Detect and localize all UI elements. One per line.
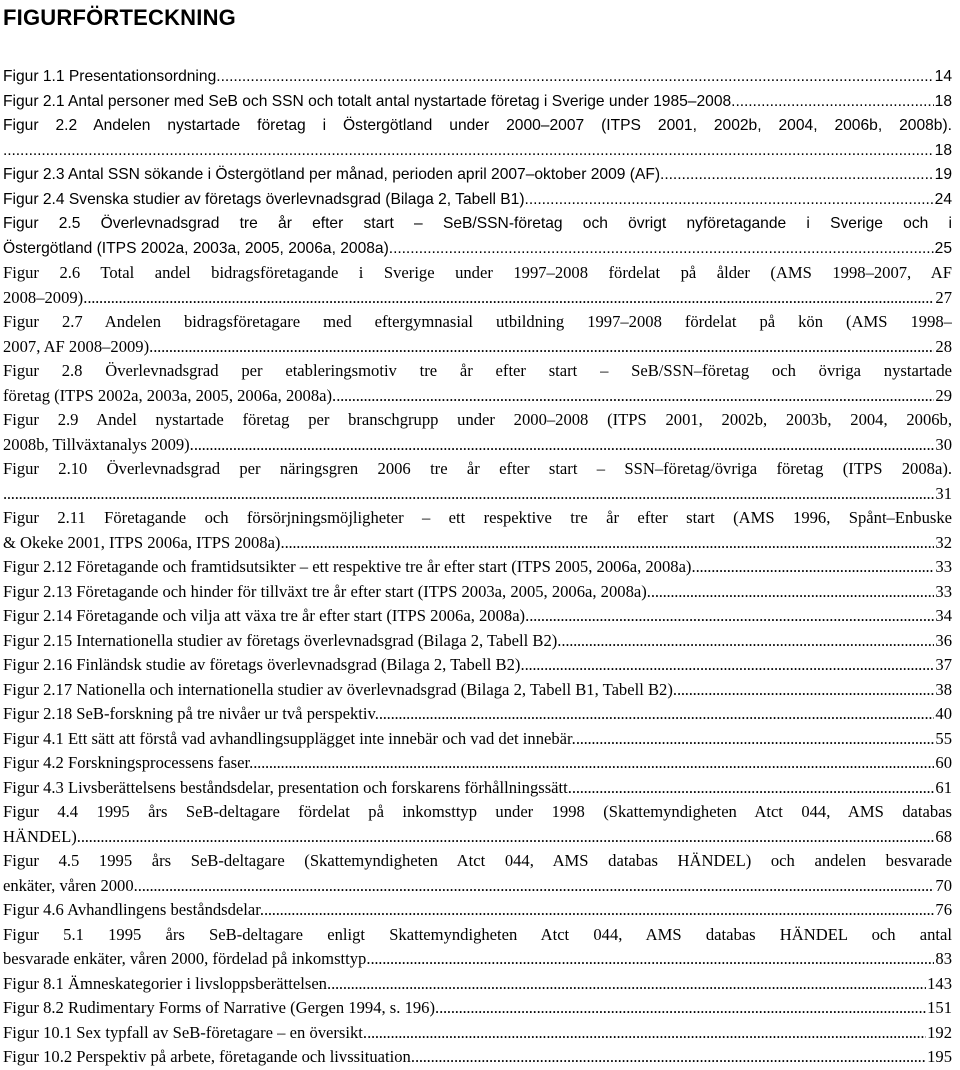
toc-entry[interactable] xyxy=(3,776,952,801)
dot-leader xyxy=(696,555,935,580)
toc-entry[interactable] xyxy=(3,751,952,776)
dot-leader xyxy=(264,898,934,923)
toc-entry-title-continuation: företag (ITPS 2002a, 2003a, 2005, 2006a, 2008a). xyxy=(3,385,337,405)
page-number: 60 xyxy=(935,753,952,772)
toc-entry-last-line xyxy=(3,139,952,164)
toc-entry[interactable] xyxy=(3,702,952,727)
toc-entry-title-line: Figur 4.5 1995 års SeB-deltagare (Skattemyndigheten Atct 044, AMS databas HÄNDEL) och andelen besvarade xyxy=(3,851,952,870)
toc-entry-last-line xyxy=(3,825,952,850)
toc-entry-title: Figur 2.4 Svenska studier av företags överlevnadsgrad (Bilaga 2, Tabell B1). xyxy=(3,190,529,208)
toc-entry-title: Figur 1.1 Presentationsordning. xyxy=(3,68,221,85)
toc-entry-title: Figur 4.6 Avhandlingens beståndsdelar. xyxy=(3,900,265,919)
toc-entry-title-line: Figur 2.7 Andelen bidragsföretagare med eftergymnasial utbildning 1997–2008 fördelat på kön (AMS 1998– xyxy=(3,312,952,331)
toc-entry-title: Figur 2.17 Nationella och internationella studier av överlevnadsgrad (Bilaga 2, Tabell B1, Tabell B2). xyxy=(3,679,678,699)
toc-entry-title-line: Figur 2.8 Överlevnadsgrad per etableringsmotiv tre år efter start – SeB/SSN–företag och övriga nystartade xyxy=(3,361,952,380)
toc-entry-title-continuation: 2008b, Tillväxtanalys 2009). xyxy=(3,434,194,454)
page-number: 61 xyxy=(935,777,952,797)
toc-entry-last-line xyxy=(3,531,952,556)
toc-entry-title-line: Figur 2.9 Andel nystartade företag per branschgrupp under 2000–2008 (ITPS 2001, 2002b, 2003b, 2004, 2006b, xyxy=(3,410,952,429)
page-number: 76 xyxy=(935,900,952,919)
toc-entry-title: Figur 2.18 SeB-forskning på tre nivåer ur två perspektiv. xyxy=(3,704,379,723)
page-number: 33 xyxy=(935,557,952,576)
dot-leader xyxy=(285,531,935,556)
dot-leader xyxy=(87,286,934,311)
toc-entry-title-line: Figur 2.2 Andelen nystartade företag i Östergötland under 2000–2007 (ITPS 2001, 2002b, 2004, 2006b, 2008b). xyxy=(3,117,952,134)
toc-entry[interactable] xyxy=(3,727,952,752)
dot-leader xyxy=(367,1021,926,1046)
dot-leader xyxy=(379,702,935,727)
toc-entry[interactable] xyxy=(3,800,952,849)
toc-entry-title: Figur 2.16 Finländsk studie av företags överlevnadsgrad (Bilaga 2, Tabell B2). xyxy=(3,655,525,674)
dot-leader xyxy=(253,751,934,776)
dot-leader xyxy=(336,384,934,409)
dot-leader xyxy=(529,604,934,629)
toc-entry[interactable] xyxy=(3,90,952,115)
toc-entry-title: Figur 4.1 Ett sätt att förstå vad avhandlingsupplägget inte innebär och vad det innebär. xyxy=(3,728,576,748)
page-number: 151 xyxy=(927,998,952,1017)
toc-entry-title-line: Figur 2.6 Total andel bidragsföretagande i Sverige under 1997–2008 fördelat på ålder (AMS 1998–2007, AF xyxy=(3,263,952,282)
toc-entry[interactable] xyxy=(3,163,952,188)
toc-entry-title: Figur 4.2 Forskningsprocessens faser. xyxy=(3,753,254,772)
page-number: 37 xyxy=(935,655,952,674)
toc-entry[interactable] xyxy=(3,604,952,629)
page-number: 25 xyxy=(934,239,952,257)
toc-entry[interactable] xyxy=(3,580,952,605)
page-number: 40 xyxy=(935,704,952,723)
toc-entry-title-continuation: & Okeke 2001, ITPS 2006a, ITPS 2008a). xyxy=(3,532,285,552)
toc-entry-last-line xyxy=(3,384,952,409)
toc-entry[interactable] xyxy=(3,310,952,359)
dot-leader xyxy=(81,825,935,850)
dot-leader xyxy=(221,65,934,90)
toc-entry[interactable] xyxy=(3,188,952,213)
toc-entry-title: Figur 2.14 Företagande och vilja att växa tre år efter start (ITPS 2006a, 2008a). xyxy=(3,606,530,625)
toc-entry[interactable] xyxy=(3,849,952,898)
page-number: 55 xyxy=(935,728,952,748)
dot-leader xyxy=(439,996,926,1021)
figure-list xyxy=(3,65,952,1070)
toc-entry-last-line xyxy=(3,237,952,262)
page-number: 38 xyxy=(935,679,952,699)
dot-leader xyxy=(415,1045,926,1070)
dot-leader xyxy=(664,163,933,188)
toc-entry[interactable] xyxy=(3,359,952,408)
dot-leader xyxy=(572,776,934,801)
page-number: 18 xyxy=(934,92,952,110)
toc-entry[interactable] xyxy=(3,261,952,310)
page-number: 24 xyxy=(934,190,952,208)
toc-entry[interactable] xyxy=(3,506,952,555)
toc-entry[interactable] xyxy=(3,555,952,580)
toc-entry-title-line: Figur 2.10 Överlevnadsgrad per näringsgren 2006 tre år efter start – SSN–företag/övriga företag (ITPS 2008a). xyxy=(3,459,952,478)
dot-leader xyxy=(371,947,935,972)
toc-entry-title: Figur 2.15 Internationella studier av företags överlevnadsgrad (Bilaga 2, Tabell B2). xyxy=(3,630,562,650)
page-number: 18 xyxy=(934,141,952,159)
page-title: FIGURFÖRTECKNING xyxy=(3,5,236,30)
toc-entry[interactable] xyxy=(3,678,952,703)
page-number: 83 xyxy=(935,949,952,968)
page-number: 27 xyxy=(935,287,952,307)
page-number: 68 xyxy=(935,826,952,846)
toc-entry-title: Figur 8.1 Ämneskategorier i livsloppsberättelsen. xyxy=(3,973,332,993)
dot-leader xyxy=(3,482,934,507)
page-number: 32 xyxy=(935,532,952,552)
toc-entry-last-line xyxy=(3,433,952,458)
dot-leader xyxy=(736,90,934,115)
toc-entry-title: Figur 2.3 Antal SSN sökande i Östergötland per månad, perioden april 2007–oktober 2009 (AF). xyxy=(3,166,665,183)
page-number: 33 xyxy=(935,581,952,601)
toc-entry-last-line xyxy=(3,947,952,972)
page-number: 143 xyxy=(927,973,952,993)
toc-entry-last-line xyxy=(3,335,952,360)
toc-entry-title: Figur 2.1 Antal personer med SeB och SSN och totalt antal nystartade företag i Sverige under 1985–2008. xyxy=(3,92,736,110)
dot-leader xyxy=(393,237,934,262)
page-number: 70 xyxy=(935,875,952,895)
toc-entry[interactable] xyxy=(3,629,952,654)
dot-leader xyxy=(138,874,935,899)
toc-entry[interactable] xyxy=(3,653,952,678)
toc-entry-title: Figur 8.2 Rudimentary Forms of Narrative (Gergen 1994, s. 196). xyxy=(3,998,440,1017)
toc-entry[interactable] xyxy=(3,1021,952,1046)
toc-entry-title: Figur 2.13 Företagande och hinder för tillväxt tre år efter start (ITPS 2003a, 2005, 2006a, 2008a). xyxy=(3,581,651,601)
toc-entry[interactable] xyxy=(3,408,952,457)
toc-entry[interactable] xyxy=(3,65,952,90)
dot-leader xyxy=(561,629,934,654)
page-number: 192 xyxy=(927,1022,952,1042)
page-number: 14 xyxy=(934,68,952,85)
toc-entry-title-continuation: HÄNDEL). xyxy=(3,826,81,846)
page-number: 36 xyxy=(935,630,952,650)
dot-leader xyxy=(153,335,934,360)
page-number: 29 xyxy=(935,385,952,405)
toc-entry[interactable] xyxy=(3,898,952,923)
toc-entry-title-continuation: 2007, AF 2008–2009). xyxy=(3,336,154,356)
toc-entry-title-line: Figur 2.5 Överlevnadsgrad tre år efter start – SeB/SSN-företag och övrigt nyföretagande i Sverige och i xyxy=(3,215,952,232)
toc-entry-title-line: Figur 4.4 1995 års SeB-deltagare fördelat på inkomsttyp under 1998 (Skattemyndigheten Atct 044, AMS databas xyxy=(3,802,952,821)
toc-entry-last-line xyxy=(3,286,952,311)
toc-entry[interactable] xyxy=(3,972,952,997)
toc-entry[interactable] xyxy=(3,1045,952,1070)
toc-entry[interactable] xyxy=(3,996,952,1021)
toc-entry[interactable] xyxy=(3,212,952,261)
toc-entry-title-continuation: 2008–2009). xyxy=(3,287,88,307)
dot-leader xyxy=(3,139,934,164)
toc-entry-last-line xyxy=(3,482,952,507)
page-number: 30 xyxy=(935,434,952,454)
dot-leader xyxy=(194,433,935,458)
toc-entry-title-continuation: besvarade enkäter, våren 2000, fördelad på inkomsttyp. xyxy=(3,949,371,968)
toc-entry-last-line xyxy=(3,874,952,899)
toc-entry-title-continuation: Östergötland (ITPS 2002a, 2003a, 2005, 2006a, 2008a). xyxy=(3,239,394,257)
toc-entry-title: Figur 2.12 Företagande och framtidsutsikter – ett respektive tre år efter start (ITPS 2005, 2006a, 2008a). xyxy=(3,557,696,576)
page-number: 19 xyxy=(934,166,952,183)
toc-entry-title-continuation: enkäter, våren 2000. xyxy=(3,875,138,895)
dot-leader xyxy=(529,188,934,213)
dot-leader xyxy=(525,653,935,678)
toc-entry-title: Figur 4.3 Livsberättelsens beståndsdelar, presentation och forskarens förhållningssätt. xyxy=(3,777,572,797)
toc-entry-title-line: Figur 2.11 Företagande och försörjningsmöjligheter – ett respektive tre år efter start (AMS 1996, Spånt–Enbuske xyxy=(3,508,952,527)
toc-entry[interactable] xyxy=(3,457,952,506)
page-number: 31 xyxy=(935,483,952,503)
toc-entry-title: Figur 10.2 Perspektiv på arbete, företagande och livssituation. xyxy=(3,1047,415,1066)
page-number: 195 xyxy=(927,1047,952,1066)
page-number: 34 xyxy=(935,606,952,625)
toc-entry[interactable] xyxy=(3,923,952,972)
dot-leader xyxy=(677,678,934,703)
dot-leader xyxy=(651,580,934,605)
dot-leader xyxy=(331,972,926,997)
dot-leader xyxy=(576,727,935,752)
page-number: 28 xyxy=(935,336,952,356)
toc-entry-title: Figur 10.1 Sex typfall av SeB-företagare – en översikt. xyxy=(3,1022,368,1042)
toc-entry-title-line: Figur 5.1 1995 års SeB-deltagare enligt Skattemyndigheten Atct 044, AMS databas HÄNDEL och antal xyxy=(3,924,952,944)
toc-entry[interactable] xyxy=(3,114,952,163)
